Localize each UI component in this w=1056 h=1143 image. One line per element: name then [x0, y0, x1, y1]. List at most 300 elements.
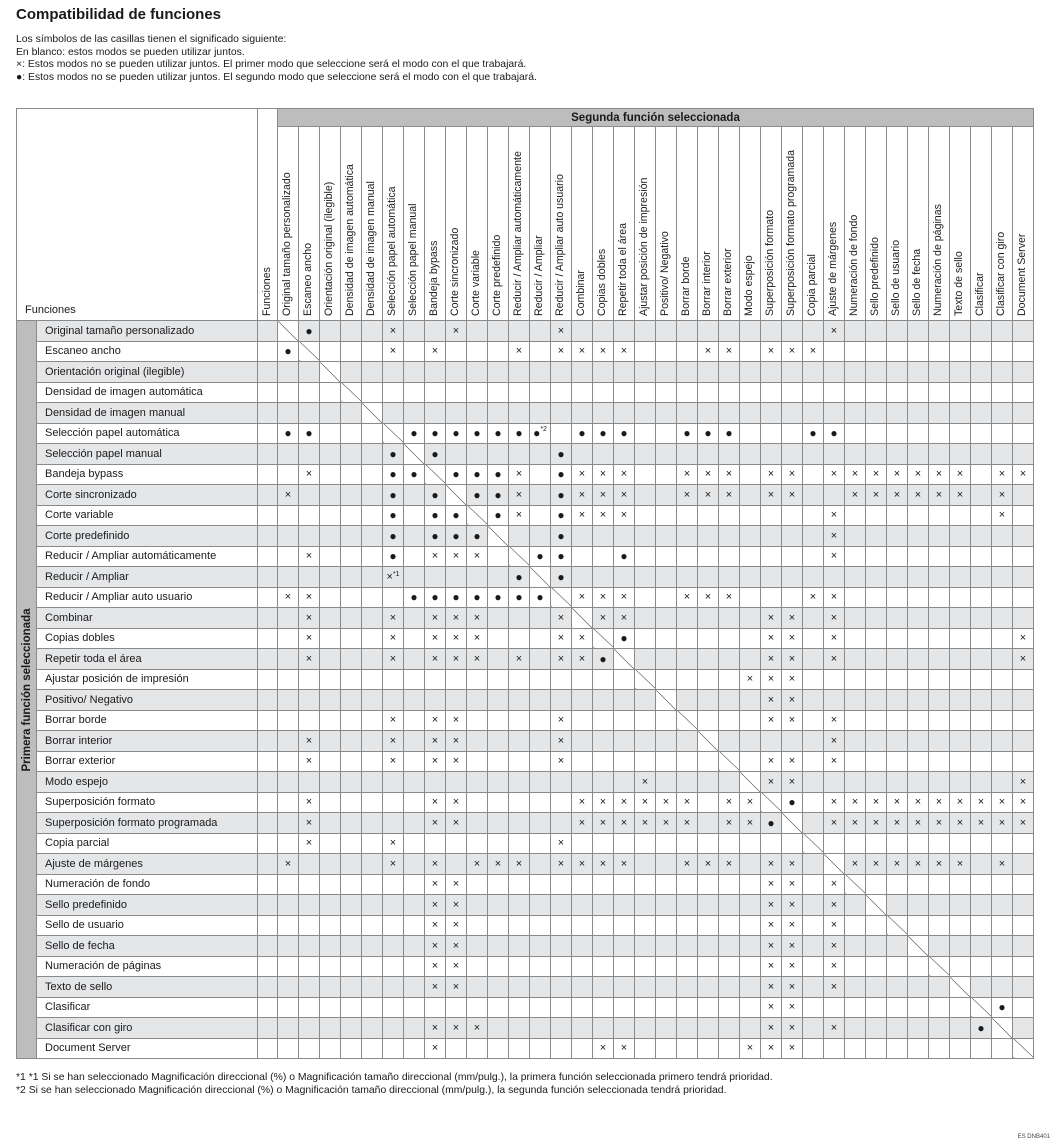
row-label: Numeración de páginas: [37, 956, 258, 977]
matrix-cell: [635, 362, 656, 383]
matrix-cell: [362, 751, 383, 772]
matrix-cell: [362, 444, 383, 465]
cross-cell: [509, 649, 530, 670]
matrix-cell: [845, 526, 866, 547]
matrix-cell: [950, 997, 971, 1018]
column-header-label: Sello de fecha: [911, 248, 923, 316]
cross-icon: ×: [515, 652, 523, 665]
matrix-cell: [593, 874, 614, 895]
matrix-cell: [740, 628, 761, 649]
dot-icon: ●: [494, 487, 502, 502]
matrix-cell: [992, 772, 1013, 793]
column-header: [383, 127, 404, 321]
matrix-cell: [551, 362, 572, 383]
matrix-cell: [677, 669, 698, 690]
cross-icon: ×: [578, 345, 586, 358]
matrix-cell: [740, 485, 761, 506]
matrix-cell: [467, 874, 488, 895]
matrix-cell: [824, 772, 845, 793]
row-label: Texto de sello: [37, 977, 258, 998]
matrix-cell: [362, 464, 383, 485]
matrix-cell: [929, 526, 950, 547]
cross-icon: ×: [935, 468, 943, 481]
dot-icon: ●: [473, 590, 481, 605]
dot-icon: ●: [431, 446, 439, 461]
matrix-cell: [467, 1038, 488, 1059]
matrix-cell: [908, 751, 929, 772]
cross-cell: [383, 608, 404, 629]
matrix-cell: [929, 505, 950, 526]
cross-cell: [719, 587, 740, 608]
cross-icon: ×: [641, 816, 649, 829]
matrix-cell: [971, 874, 992, 895]
matrix-cell: [404, 567, 425, 588]
matrix-cell: [719, 710, 740, 731]
matrix-cell: [299, 1038, 320, 1059]
matrix-cell: [845, 362, 866, 383]
matrix-cell: [677, 362, 698, 383]
table-row: [17, 710, 1034, 731]
cross-cell: [929, 485, 950, 506]
matrix-cell: [677, 403, 698, 424]
cross-icon: ×: [389, 652, 397, 665]
cross-cell: [467, 608, 488, 629]
column-header: [761, 127, 782, 321]
cross-icon: ×: [431, 980, 439, 993]
dot-cell: [425, 526, 446, 547]
matrix-cell: [1013, 710, 1034, 731]
cross-icon: ×: [830, 960, 838, 973]
matrix-cell: [908, 382, 929, 403]
matrix-cell: [698, 362, 719, 383]
cross-icon: ×: [767, 980, 775, 993]
matrix-cell: [971, 505, 992, 526]
matrix-cell: [320, 977, 341, 998]
column-header-label: Combinar: [575, 270, 587, 316]
matrix-cell: [278, 936, 299, 957]
matrix-cell: [950, 874, 971, 895]
matrix-cell: [278, 382, 299, 403]
cross-cell: [677, 854, 698, 875]
cross-icon: ×: [620, 488, 628, 501]
cross-icon: ×: [893, 816, 901, 829]
cross-icon: ×: [599, 468, 607, 481]
column-header: [299, 127, 320, 321]
cross-cell: [551, 628, 572, 649]
dot-icon: ●: [410, 467, 418, 482]
cross-icon: ×: [725, 488, 733, 501]
cross-icon: ×: [788, 919, 796, 932]
matrix-cell: [845, 423, 866, 444]
dot-icon: ●: [536, 590, 544, 605]
matrix-cell: [488, 751, 509, 772]
funciones-spacer-cell: [258, 669, 278, 690]
dot-cell: [551, 546, 572, 567]
matrix-cell: [929, 895, 950, 916]
matrix-cell: [467, 710, 488, 731]
matrix-cell: [467, 690, 488, 711]
matrix-cell: [530, 321, 551, 342]
column-header-label: Reducir / Ampliar automáticamente: [512, 151, 524, 316]
matrix-cell: [887, 1038, 908, 1059]
matrix-cell: [635, 423, 656, 444]
dot-icon: ●: [788, 795, 796, 810]
column-header-label: Orientación original (ilegible): [323, 181, 335, 316]
row-label: Original tamaño personalizado: [37, 321, 258, 342]
matrix-cell: [887, 608, 908, 629]
cross-cell: [425, 751, 446, 772]
funciones-spacer-cell: [258, 321, 278, 342]
matrix-cell: [929, 382, 950, 403]
matrix-cell: [803, 1038, 824, 1059]
cross-icon: ×: [872, 488, 880, 501]
matrix-cell: [593, 362, 614, 383]
matrix-cell: [362, 485, 383, 506]
matrix-cell: [635, 915, 656, 936]
cross-icon: ×: [662, 816, 670, 829]
cross-icon: ×: [431, 714, 439, 727]
cross-icon: ×: [788, 714, 796, 727]
cross-icon: ×: [620, 591, 628, 604]
matrix-cell: [950, 628, 971, 649]
column-header-label: Superposición formato: [764, 210, 776, 316]
matrix-cell: [719, 874, 740, 895]
cross-cell: [824, 874, 845, 895]
cross-cell: [740, 1038, 761, 1059]
matrix-cell: [530, 444, 551, 465]
matrix-cell: [950, 526, 971, 547]
cross-icon: ×: [557, 324, 565, 337]
column-header-label: Original tamaño personalizado: [281, 172, 293, 316]
matrix-cell: [677, 977, 698, 998]
matrix-cell: [530, 813, 551, 834]
matrix-cell: [698, 895, 719, 916]
matrix-cell: [467, 505, 488, 526]
matrix-cell: [740, 649, 761, 670]
matrix-cell: [845, 710, 866, 731]
matrix-cell: [803, 895, 824, 916]
cross-cell: [551, 751, 572, 772]
matrix-cell: [404, 444, 425, 465]
cross-cell: [299, 649, 320, 670]
dot-icon: ●: [452, 590, 460, 605]
cross-icon: ×: [431, 611, 439, 624]
cross-cell: [614, 587, 635, 608]
matrix-cell: [803, 997, 824, 1018]
compatibility-matrix: [16, 108, 1034, 1059]
dot-icon: ●: [977, 1020, 985, 1035]
matrix-cell: [866, 833, 887, 854]
cross-cell: [446, 915, 467, 936]
cross-cell: [782, 915, 803, 936]
cross-cell: [761, 874, 782, 895]
matrix-cell: [740, 915, 761, 936]
column-header: [572, 127, 593, 321]
matrix-cell: [593, 546, 614, 567]
matrix-cell: [530, 915, 551, 936]
cross-cell: [782, 1038, 803, 1059]
cross-icon: ×: [830, 1021, 838, 1034]
cross-icon: ×: [578, 796, 586, 809]
matrix-cell: [908, 526, 929, 547]
cross-cell: [824, 792, 845, 813]
matrix-cell: [425, 382, 446, 403]
cross-cell: [929, 464, 950, 485]
cross-icon: ×: [914, 796, 922, 809]
cross-icon: ×: [305, 796, 313, 809]
matrix-cell: [425, 669, 446, 690]
dot-cell: [467, 423, 488, 444]
cross-icon: ×: [515, 468, 523, 481]
matrix-cell: [887, 977, 908, 998]
row-label: Sello predefinido: [37, 895, 258, 916]
matrix-cell: [1013, 915, 1034, 936]
cross-icon: ×: [431, 960, 439, 973]
table-row: [17, 813, 1034, 834]
matrix-cell: [971, 977, 992, 998]
matrix-cell: [782, 731, 803, 752]
matrix-cell: [656, 895, 677, 916]
matrix-cell: [929, 669, 950, 690]
matrix-cell: [614, 731, 635, 752]
matrix-cell: [950, 895, 971, 916]
matrix-cell: [383, 403, 404, 424]
cross-cell: [551, 710, 572, 731]
matrix-cell: [593, 669, 614, 690]
matrix-cell: [362, 874, 383, 895]
funciones-spacer-cell: [258, 731, 278, 752]
matrix-cell: [278, 546, 299, 567]
cross-icon: ×: [1019, 652, 1027, 665]
cross-cell: [299, 751, 320, 772]
matrix-cell: [698, 321, 719, 342]
matrix-cell: [278, 751, 299, 772]
matrix-cell: [530, 936, 551, 957]
matrix-cell: [320, 915, 341, 936]
matrix-cell: [341, 710, 362, 731]
row-label: Superposición formato: [37, 792, 258, 813]
dot-cell: [467, 526, 488, 547]
column-header: [362, 127, 383, 321]
matrix-cell: [488, 731, 509, 752]
row-label: Corte predefinido: [37, 526, 258, 547]
matrix-cell: [362, 977, 383, 998]
cross-icon: ×: [599, 816, 607, 829]
cross-cell: [908, 485, 929, 506]
matrix-cell: [740, 1018, 761, 1039]
matrix-cell: [488, 915, 509, 936]
matrix-cell: [320, 362, 341, 383]
cross-icon: ×: [830, 919, 838, 932]
cross-icon: ×: [641, 775, 649, 788]
matrix-cell: [614, 382, 635, 403]
matrix-cell: [278, 526, 299, 547]
column-header: [404, 127, 425, 321]
matrix-cell: [530, 690, 551, 711]
matrix-cell: [656, 1018, 677, 1039]
dot-icon: ●: [389, 467, 397, 482]
matrix-cell: [404, 341, 425, 362]
matrix-cell: [572, 833, 593, 854]
matrix-cell: [572, 444, 593, 465]
row-label: Ajuste de márgenes: [37, 854, 258, 875]
matrix-cell: [719, 977, 740, 998]
matrix-cell: [341, 997, 362, 1018]
matrix-cell: [887, 341, 908, 362]
cross-icon: ×: [830, 652, 838, 665]
matrix-cell: [593, 956, 614, 977]
matrix-cell: [761, 362, 782, 383]
matrix-cell: [572, 936, 593, 957]
matrix-cell: [908, 341, 929, 362]
matrix-cell: [362, 1038, 383, 1059]
matrix-cell: [341, 587, 362, 608]
compatibility-table-wrapper: [16, 108, 1034, 1059]
cross-cell: [509, 854, 530, 875]
matrix-cell: [740, 321, 761, 342]
matrix-cell: [320, 464, 341, 485]
matrix-cell: [509, 977, 530, 998]
cross-cell: [467, 628, 488, 649]
cross-icon: ×: [767, 1001, 775, 1014]
matrix-cell: [656, 567, 677, 588]
dot-icon: ●: [533, 426, 541, 441]
matrix-cell: [929, 874, 950, 895]
matrix-cell: [929, 423, 950, 444]
cross-cell: [950, 792, 971, 813]
cross-cell: [614, 813, 635, 834]
matrix-cell: [572, 382, 593, 403]
matrix-cell: [509, 382, 530, 403]
matrix-cell: [341, 546, 362, 567]
matrix-cell: [635, 628, 656, 649]
row-label: Orientación original (ilegible): [37, 362, 258, 383]
matrix-cell: [404, 792, 425, 813]
matrix-cell: [404, 772, 425, 793]
matrix-cell: [614, 710, 635, 731]
matrix-cell: [509, 403, 530, 424]
matrix-cell: [383, 382, 404, 403]
dot-icon: ●: [599, 651, 607, 666]
matrix-cell: [971, 751, 992, 772]
cross-icon: ×: [452, 611, 460, 624]
matrix-cell: [677, 382, 698, 403]
cross-cell: [383, 710, 404, 731]
cross-cell: [887, 854, 908, 875]
matrix-cell: [551, 977, 572, 998]
table-row: [17, 608, 1034, 629]
matrix-cell: [467, 382, 488, 403]
cross-icon: ×: [557, 755, 565, 768]
cross-icon: ×: [767, 714, 775, 727]
dot-icon: ●: [431, 508, 439, 523]
matrix-cell: [635, 669, 656, 690]
matrix-cell: [803, 567, 824, 588]
table-row: [17, 977, 1034, 998]
column-header-label: Bandeja bypass: [428, 240, 440, 316]
matrix-cell: [509, 731, 530, 752]
cross-cell: [446, 321, 467, 342]
cross-cell: [551, 649, 572, 670]
matrix-cell: [698, 690, 719, 711]
matrix-cell: [656, 423, 677, 444]
matrix-cell: [404, 936, 425, 957]
cross-icon: ×: [284, 591, 292, 604]
cross-icon: ×: [431, 652, 439, 665]
dot-cell: [677, 423, 698, 444]
matrix-cell: [278, 772, 299, 793]
matrix-cell: [908, 956, 929, 977]
cross-cell: [782, 710, 803, 731]
matrix-cell: [425, 464, 446, 485]
matrix-cell: [677, 649, 698, 670]
matrix-cell: [299, 444, 320, 465]
matrix-cell: [278, 403, 299, 424]
matrix-cell: [320, 751, 341, 772]
matrix-cell: [971, 485, 992, 506]
funciones-spacer-cell: [258, 341, 278, 362]
cross-cell: [887, 792, 908, 813]
matrix-cell: [404, 628, 425, 649]
matrix-cell: [320, 321, 341, 342]
row-label: Selección papel manual: [37, 444, 258, 465]
matrix-cell: [761, 423, 782, 444]
legend-blank: En blanco: estos modos se pueden utilizar juntos.: [16, 46, 245, 58]
cross-cell: [299, 464, 320, 485]
dot-cell: [404, 587, 425, 608]
cross-cell: [866, 792, 887, 813]
matrix-cell: [278, 813, 299, 834]
matrix-cell: [887, 956, 908, 977]
cross-cell: [509, 485, 530, 506]
matrix-cell: [404, 649, 425, 670]
column-header: [845, 127, 866, 321]
matrix-cell: [614, 915, 635, 936]
matrix-cell: [635, 526, 656, 547]
matrix-cell: [740, 833, 761, 854]
matrix-cell: [488, 608, 509, 629]
cross-icon: ×: [599, 796, 607, 809]
cross-icon: ×: [683, 857, 691, 870]
cross-icon: ×: [386, 570, 393, 583]
cross-cell: [824, 546, 845, 567]
matrix-cell: [551, 874, 572, 895]
matrix-cell: [299, 936, 320, 957]
cross-cell: [824, 936, 845, 957]
matrix-cell: [719, 731, 740, 752]
matrix-cell: [1013, 854, 1034, 875]
matrix-cell: [404, 403, 425, 424]
column-header-label: Selección papel manual: [407, 203, 419, 316]
dot-cell: [551, 505, 572, 526]
matrix-cell: [971, 731, 992, 752]
matrix-cell: [383, 977, 404, 998]
cross-cell: [740, 669, 761, 690]
matrix-cell: [740, 997, 761, 1018]
matrix-cell: [404, 997, 425, 1018]
matrix-cell: [341, 362, 362, 383]
matrix-cell: [614, 874, 635, 895]
matrix-cell: [782, 362, 803, 383]
matrix-cell: [971, 587, 992, 608]
cross-cell: [593, 485, 614, 506]
matrix-cell: [950, 833, 971, 854]
dot-icon: ●: [431, 487, 439, 502]
matrix-cell: [509, 608, 530, 629]
matrix-cell: [530, 567, 551, 588]
cross-cell: [782, 936, 803, 957]
matrix-cell: [845, 833, 866, 854]
